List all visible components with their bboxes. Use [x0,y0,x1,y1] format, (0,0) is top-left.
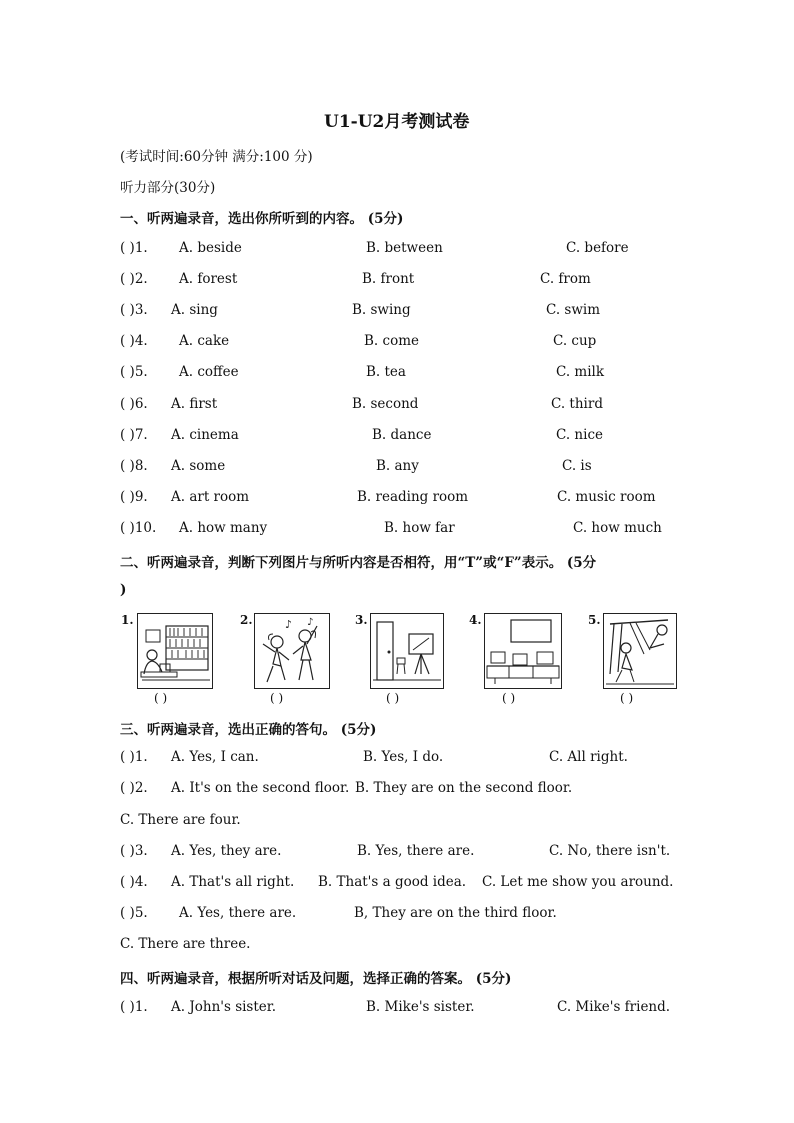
answer-blank[interactable]: ( )6. [120,396,148,412]
answer-blank[interactable]: ( ) [502,691,516,705]
svg-text:♪: ♪ [307,617,314,628]
option-a: A. It's on the second floor. [171,780,350,796]
option-a: A. beside [179,240,242,256]
picture-number: 5. [588,613,601,627]
option-c: C. from [540,271,591,287]
option-c: C. before [566,240,629,256]
option-b: B. That's a good idea. [318,874,467,890]
answer-blank[interactable]: ( )8. [120,458,148,474]
answer-blank[interactable]: ( ) [386,691,400,705]
answer-blank[interactable]: ( )1. [120,240,148,256]
option-c: C. nice [556,427,603,443]
section1-heading: 一、听两遍录音，选出你所听到的内容。 (5分) [120,211,404,227]
answer-blank[interactable]: ( ) [154,691,168,705]
option-a: A. forest [179,271,238,287]
option-a: A. cake [179,333,230,349]
option-c: C. third [551,396,603,412]
option-b: B. any [376,458,419,474]
option-c: C. There are three. [120,936,251,952]
option-a: A. some [171,458,226,474]
option-a: A. John's sister. [171,999,277,1015]
answer-blank[interactable]: ( )2. [120,780,148,796]
option-a: A. how many [179,520,268,536]
option-a: A. That's all right. [171,874,295,890]
answer-blank[interactable]: ( )5. [120,364,148,380]
option-c: C. swim [546,302,601,318]
library-icon [137,613,213,689]
playground-icon [603,613,677,689]
answer-blank[interactable]: ( )1. [120,749,148,765]
section2-heading-cont: ) [120,582,127,598]
picture-number: 3. [355,613,368,627]
section3-heading: 三、听两遍录音，选出正确的答句。 (5分) [120,722,377,738]
page-title: U1-U2月考测试卷 [324,112,470,132]
option-a: A. art room [171,489,250,505]
option-b: B. They are on the second floor. [355,780,573,796]
option-c: C. cup [553,333,597,349]
option-b: B. second [352,396,419,412]
option-c: C. milk [556,364,605,380]
art-room-icon [370,613,444,689]
option-c: C. is [562,458,592,474]
option-b: B. between [366,240,443,256]
option-a: A. Yes, there are. [179,905,297,921]
answer-blank[interactable]: ( )5. [120,905,148,921]
answer-blank[interactable]: ( )3. [120,302,148,318]
answer-blank[interactable]: ( )9. [120,489,148,505]
svg-text:♪: ♪ [285,618,293,631]
option-b: B. swing [352,302,411,318]
option-b: B. how far [384,520,455,536]
option-b: B. reading room [357,489,469,505]
picture-number: 4. [469,613,482,627]
answer-blank[interactable]: ( )7. [120,427,148,443]
option-b: B. tea [366,364,406,380]
picture-number: 2. [240,613,253,627]
option-c: C. All right. [549,749,628,765]
option-b: B. come [364,333,419,349]
option-a: A. coffee [179,364,239,380]
section2-heading: 二、听两遍录音，判断下列图片与所听内容是否相符，用“T”或“F”表示。 (5分 [120,555,597,571]
answer-blank[interactable]: ( )2. [120,271,148,287]
picture-number: 1. [121,613,134,627]
listening-part-label: 听力部分(30分) [120,180,216,196]
answer-blank[interactable]: ( ) [620,691,634,705]
option-b: B, They are on the third floor. [354,905,557,921]
answer-blank[interactable]: ( ) [270,691,284,705]
answer-blank[interactable]: ( )4. [120,333,148,349]
answer-blank[interactable]: ( )3. [120,843,148,859]
option-b: B. Yes, there are. [357,843,475,859]
option-c: C. Let me show you around. [482,874,674,890]
answer-blank[interactable]: ( )4. [120,874,148,890]
section4-heading: 四、听两遍录音，根据所听对话及问题，选择正确的答案。 (5分) [120,971,512,987]
option-c: C. music room [557,489,656,505]
option-b: B. Mike's sister. [366,999,475,1015]
dancing-girls-icon [254,613,330,689]
option-c: C. No, there isn't. [549,843,671,859]
option-a: A. Yes, they are. [171,843,282,859]
option-b: B. Yes, I do. [363,749,444,765]
answer-blank[interactable]: ( )1. [120,999,148,1015]
exam-info: (考试时间:60分钟 满分:100 分) [120,149,313,165]
option-c: C. Mike's friend. [557,999,671,1015]
option-a: A. Yes, I can. [171,749,259,765]
option-b: B. front [362,271,415,287]
option-b: B. dance [372,427,432,443]
computer-room-icon [484,613,562,689]
option-a: A. cinema [171,427,239,443]
option-c: C. how much [573,520,662,536]
option-a: A. sing [171,302,218,318]
answer-blank[interactable]: ( )10. [120,520,157,536]
option-c: C. There are four. [120,812,241,828]
option-a: A. first [171,396,218,412]
